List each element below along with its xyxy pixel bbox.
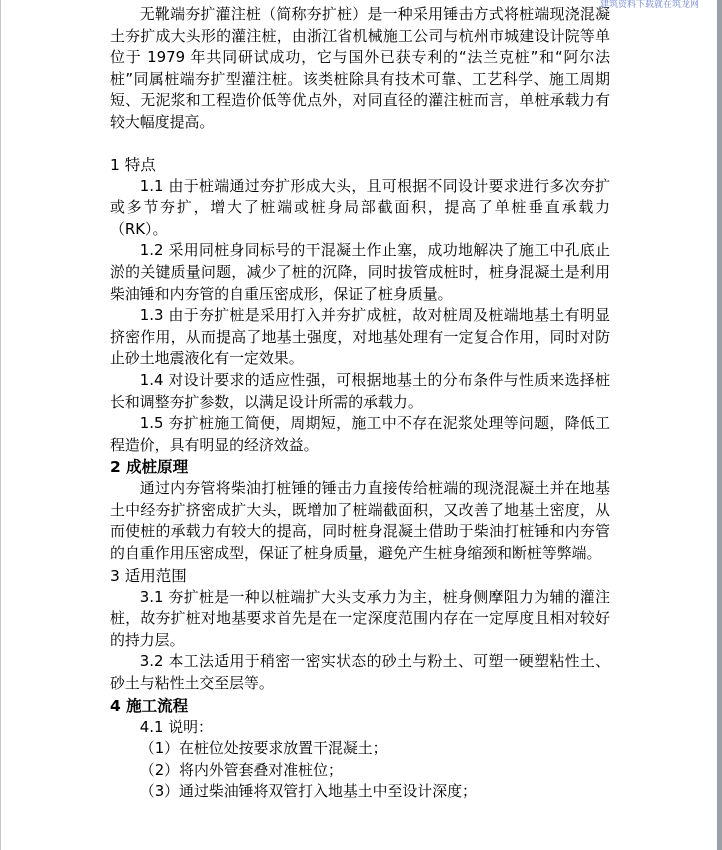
section-4-step: （1）在桩位处按要求放置干混凝土； (139, 739, 388, 758)
section-3-item: 3.1 夯扩桩是一种以桩端扩大头支承力为主，桩身侧摩阻力为辅的灌注桩，故夯扩桩对地基要求首先是在一定深度范围内存在一定厚度且相对较好的持力层。 (110, 587, 610, 649)
page-left-edge (0, 0, 1, 850)
watermark-text: 建筑资料下载就在筑龙网 (600, 0, 700, 10)
section-1-item: 1.1 由于桩端通过夯扩形成大头，且可根据不同设计要求进行多次夯扩或多节夯扩，增大了桩端或桩身局部截面积，提高了单桩垂直承载力（RK）。 (110, 176, 610, 238)
section-4-step: （2）将内外管套叠对准桩位； (139, 760, 343, 779)
section-1-item: 1.5 夯扩桩施工简便，周期短，施工中不存在泥浆处理等问题，降低工程造价，具有明显的经济效益。 (110, 414, 610, 454)
spacer (110, 134, 610, 154)
window-right-edge (717, 0, 722, 850)
section-4-heading: 4 施工流程 (110, 696, 189, 715)
intro-paragraph: 无靴端夯扩灌注桩（简称夯扩桩）是一种采用锤击方式将桩端现浇混凝土夯扩成大头形的灌注桩，由浙江省机械施工公司与杭州市城建设计院等单位于 1979 年共同研试成功，它与国外已获专利的“法兰克桩”和“阿尔法桩”同属桩端夯扩型灌注桩。该类桩除具有技术可靠、工艺科学、施工周期短、无泥浆和工程造价低等优点外，对同直径的灌注桩而言，单桩承载力有较大幅度提高。 (110, 5, 610, 131)
section-1-item: 1.2 采用同桩身同标号的干混凝土作止塞，成功地解决了施工中孔底止淤的关键质量问题，减少了桩的沉降，同时拔管成桩时，桩身混凝土是利用柴油锤和内夯管的自重压密成形，保证了桩身质量。 (110, 241, 610, 303)
section-4-subheading: 4.1 说明： (139, 717, 213, 736)
document-body (110, 4, 610, 803)
section-1-heading: 1 特点 (110, 155, 156, 174)
section-3-heading: 3 适用范围 (110, 566, 187, 585)
section-2-paragraph: 通过内夯管将柴油打桩锤的锤击力直接传给桩端的现浇混凝土并在地基土中经夯扩挤密成扩大头，既增加了桩端截面积，又改善了地基土密度，从而使桩的承载力有较大的提高，同时桩身混凝土借助于柴油打桩锤和内夯管的自重作用压密成型，保证了桩身质量，避免产生桩身缩颈和断桩等弊端。 (110, 479, 610, 563)
section-1-item: 1.3 由于夯扩桩是采用打入并夯扩成桩，故对桩周及桩端地基土有明显挤密作用，从而提高了地基土强度，对地基处理有一定复合作用，同时对防止砂土地震液化有一定效果。 (110, 306, 610, 368)
section-4-step: （3）通过柴油锤将双管打入地基土中至设计深度； (139, 782, 477, 801)
section-3-item: 3.2 本工法适用于稍密一密实状态的砂土与粉土、可塑一硬塑粘性土、砂土与粘性土交至层等。 (110, 652, 610, 693)
section-1-item: 1.4 对设计要求的适应性强，可根据地基土的分布条件与性质来选择桩长和调整夯扩参数，以满足设计所需的承载力。 (110, 370, 610, 411)
section-2-heading: 2 成桩原理 (110, 458, 189, 477)
